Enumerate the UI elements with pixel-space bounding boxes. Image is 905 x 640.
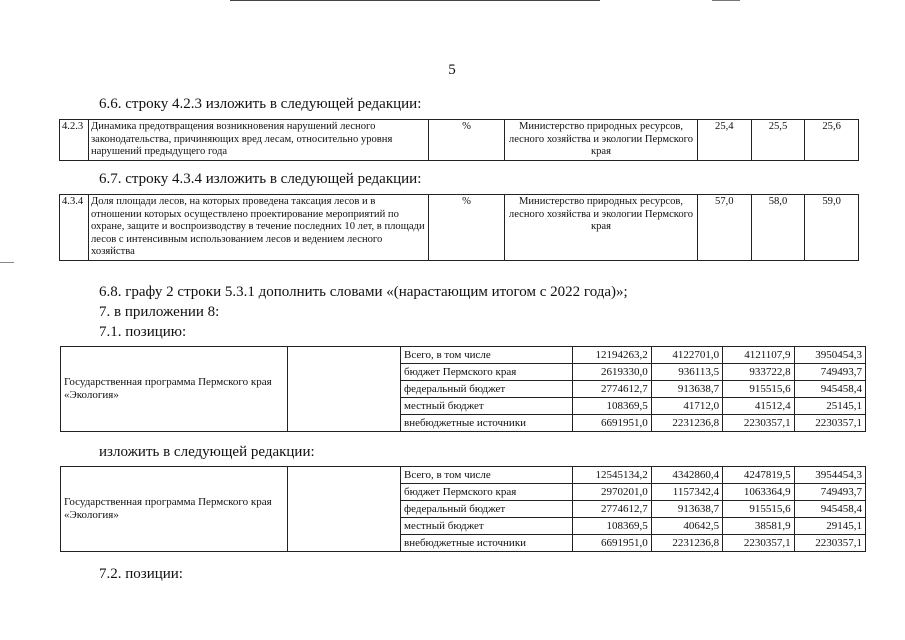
row-number: 4.2.3 (60, 120, 89, 161)
value-cell: 913638,7 (651, 501, 722, 518)
source-label: бюджет Пермского края (401, 364, 573, 381)
margin-mark (0, 262, 14, 263)
paragraph-7-2: 7.2. позиции: (99, 566, 183, 582)
table-row-4-3-4 (59, 194, 859, 261)
value-cell: 915515,6 (723, 381, 794, 398)
value-cell: 915515,6 (723, 501, 794, 518)
value-cell: 936113,5 (651, 364, 722, 381)
source-label: местный бюджет (401, 398, 573, 415)
row-value-1: 25,4 (698, 120, 752, 161)
value-cell: 2970201,0 (573, 484, 652, 501)
source-label: местный бюджет (401, 518, 573, 535)
program-table-old (60, 346, 866, 432)
row-ministry: Министерство природных ресурсов, лесного хозяйства и экологии Пермского края (505, 195, 698, 261)
source-label: внебюджетные источники (401, 415, 573, 432)
value-cell: 4122701,0 (651, 347, 722, 364)
program-name: Государственная программа Пермского края «Экология» (61, 347, 288, 432)
value-cell: 29145,1 (794, 518, 865, 535)
row-value-3: 59,0 (805, 195, 859, 261)
table-row (60, 120, 859, 161)
source-label: федеральный бюджет (401, 501, 573, 518)
value-cell: 41512,4 (723, 398, 794, 415)
value-cell: 12194263,2 (573, 347, 652, 364)
row-value-2: 58,0 (751, 195, 805, 261)
empty-cell (288, 467, 401, 552)
paragraph-6-6: 6.6. строку 4.2.3 изложить в следующей редакции: (99, 96, 422, 112)
value-cell: 945458,4 (794, 501, 865, 518)
paragraph-7: 7. в приложении 8: (99, 304, 220, 320)
page-number: 5 (448, 62, 456, 78)
paragraph-6-7: 6.7. строку 4.3.4 изложить в следующей редакции: (99, 171, 422, 187)
table-row (61, 347, 866, 364)
value-cell: 4247819,5 (723, 467, 794, 484)
value-cell: 749493,7 (794, 484, 865, 501)
row-unit: % (429, 195, 505, 261)
value-cell: 2231236,8 (651, 415, 722, 432)
value-cell: 108369,5 (573, 398, 652, 415)
value-cell: 12545134,2 (573, 467, 652, 484)
row-description: Доля площади лесов, на которых проведена таксация лесов и в отношении которых осуществлено проектирование мероприятий по охране, защите и воспроизводству в течение последних 10 лет, в площади лесов с интенсивным использованием лесов и ведением лесного хозяйства (89, 195, 429, 261)
value-cell: 2231236,8 (651, 535, 722, 552)
value-cell: 749493,7 (794, 364, 865, 381)
source-label: бюджет Пермского края (401, 484, 573, 501)
value-cell: 6691951,0 (573, 415, 652, 432)
program-table-new (60, 466, 866, 552)
value-cell: 2230357,1 (794, 415, 865, 432)
top-border-line (230, 0, 600, 1)
program-name: Государственная программа Пермского края «Экология» (61, 467, 288, 552)
row-ministry: Министерство природных ресурсов, лесного хозяйства и экологии Пермского края (505, 120, 698, 161)
value-cell: 4342860,4 (651, 467, 722, 484)
value-cell: 6691951,0 (573, 535, 652, 552)
value-cell: 2774612,7 (573, 501, 652, 518)
value-cell: 108369,5 (573, 518, 652, 535)
table-row (60, 195, 859, 261)
row-description: Динамика предотвращения возникновения нарушений лесного законодательства, причиняющих вред лесам, относительно уровня нарушений предыдущего года (89, 120, 429, 161)
value-cell: 2774612,7 (573, 381, 652, 398)
value-cell: 945458,4 (794, 381, 865, 398)
value-cell: 2619330,0 (573, 364, 652, 381)
table-row (61, 467, 866, 484)
table-row-4-2-3 (59, 119, 859, 161)
source-label: Всего, в том числе (401, 467, 573, 484)
value-cell: 1063364,9 (723, 484, 794, 501)
value-cell: 25145,1 (794, 398, 865, 415)
value-cell: 4121107,9 (723, 347, 794, 364)
paragraph-izlozhit: изложить в следующей редакции: (99, 444, 315, 460)
row-value-1: 57,0 (698, 195, 752, 261)
value-cell: 2230357,1 (723, 535, 794, 552)
row-unit: % (429, 120, 505, 161)
empty-cell (288, 347, 401, 432)
value-cell: 2230357,1 (723, 415, 794, 432)
value-cell: 40642,5 (651, 518, 722, 535)
paragraph-7-1: 7.1. позицию: (99, 324, 187, 340)
value-cell: 1157342,4 (651, 484, 722, 501)
value-cell: 41712,0 (651, 398, 722, 415)
source-label: Всего, в том числе (401, 347, 573, 364)
source-label: федеральный бюджет (401, 381, 573, 398)
source-label: внебюджетные источники (401, 535, 573, 552)
value-cell: 38581,9 (723, 518, 794, 535)
value-cell: 913638,7 (651, 381, 722, 398)
value-cell: 2230357,1 (794, 535, 865, 552)
top-scan-mark (712, 0, 740, 1)
value-cell: 933722,8 (723, 364, 794, 381)
row-value-2: 25,5 (751, 120, 805, 161)
row-number: 4.3.4 (60, 195, 89, 261)
paragraph-6-8: 6.8. графу 2 строки 5.3.1 дополнить словами «(нарастающим итогом с 2022 года)»; (99, 284, 628, 300)
row-value-3: 25,6 (805, 120, 859, 161)
value-cell: 3950454,3 (794, 347, 865, 364)
value-cell: 3954454,3 (794, 467, 865, 484)
